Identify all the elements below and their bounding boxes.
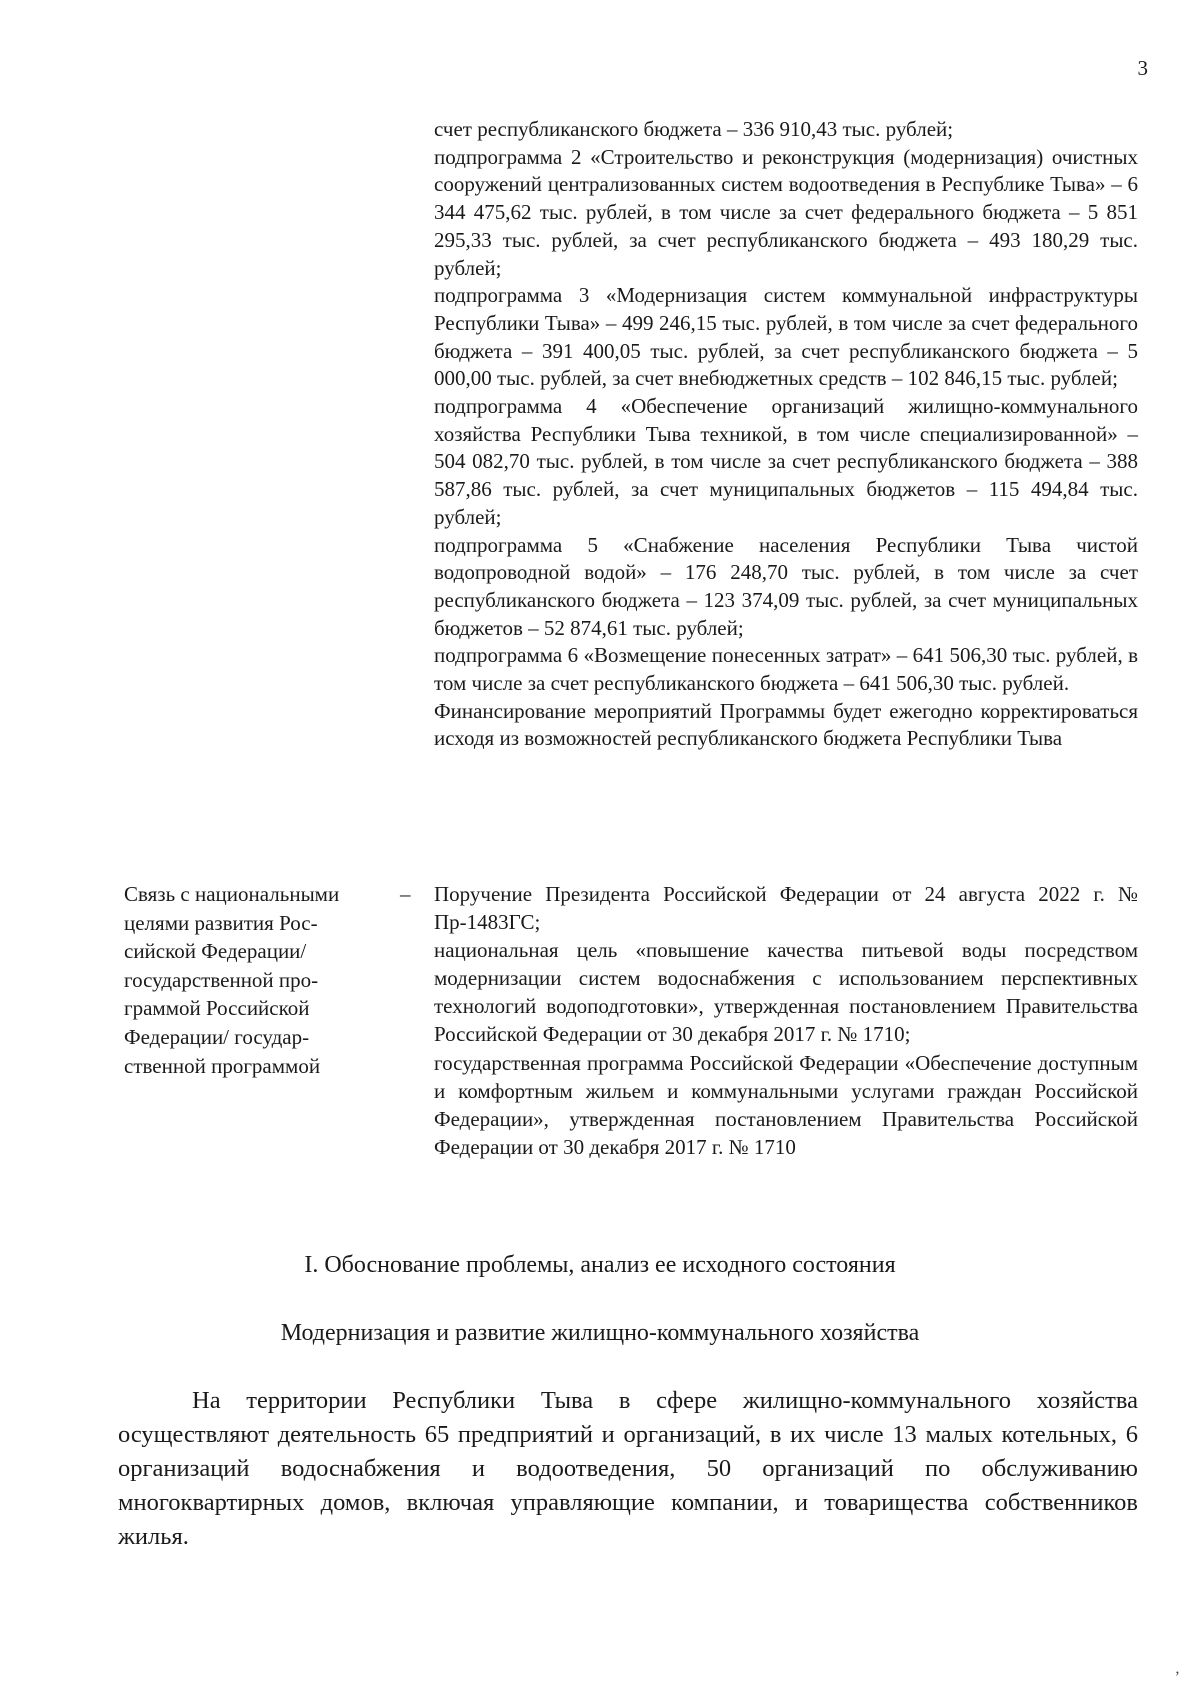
subprogram-6-funding: подпрограмма 6 «Возмещение понесенных затрат» – 641 506,30 тыс. рублей, в том числе за счет республиканского бюджета – 641 506,30 тыс. рублей. xyxy=(434,643,1138,696)
subprogram-2-funding: подпрограмма 2 «Строительство и реконструкция (модернизация) очистных сооружений централизованных систем водоотведения в Республике Тыва» – 6 344 475,62 тыс. рублей, в том числе за счет федерального бюджета – 5 851 295,33 тыс. рублей, за счет республиканского бюджета – 493 180,29 тыс. рублей; xyxy=(434,144,1138,280)
subsection-heading: Модернизация и развитие жилищно-коммунального хозяйства xyxy=(280,1320,920,1346)
scan-mark: ʼ xyxy=(1174,1669,1180,1686)
funding-line: счет республиканского бюджета – 336 910,43 тыс. рублей; xyxy=(434,117,954,141)
page-number: 3 xyxy=(1137,56,1148,80)
subprogram-5-funding: подпрограмма 5 «Снабжение населения Республики Тыва чистой водопроводной водой» – 176 248,70 тыс. рублей, в том числе за счет республиканского бюджета – 123 374,09 тыс. рублей, за счет муниципальных бюджетов – 52 874,61 тыс. рублей; xyxy=(434,532,1138,640)
national-goals-label: Связь с национальными целями развития Рос- сийской Федерации/ государственной про- граммой Российской Федерации/ государ- ственной программой xyxy=(124,882,340,1078)
financing-note: Финансирование мероприятий Программы будет ежегодно корректироваться исходя из возможностей республиканского бюджета Республики Тыва xyxy=(434,698,1138,751)
body-paragraph: На территории Республики Тыва в сфере жилищно-коммунального хозяйства осуществляют деятельность 65 предприятий и организаций, в их числе 13 малых котельных, 6 организаций водоснабжения и водоотведения, 50 организаций по обслуживанию многоквартирных домов, включая управляющие компании, и товарищества собственников жилья. xyxy=(118,1387,1138,1550)
national-goal: национальная цель «повышение качества питьевой воды посредством модернизации систем водоснабжения с использованием перспективных технологий водоподготовки», утвержденная постановлением Правительства Российской Федерации от 30 декабря 2017 г. № 1710; xyxy=(434,938,1138,1047)
subprogram-4-funding: подпрограмма 4 «Обеспечение организаций жилищно-коммунального хозяйства Республики Тыва техникой, в том числе специализированной» – 504 082,70 тыс. рублей, в том числе за счет республиканского бюджета – 388 587,86 тыс. рублей, за счет муниципальных бюджетов – 115 494,84 тыс. рублей; xyxy=(434,394,1138,529)
funding-details xyxy=(434,116,1138,753)
row-dash: – xyxy=(400,882,411,906)
section-heading: I. Обоснование проблемы, анализ ее исходного состояния xyxy=(304,1252,896,1278)
national-goals-value xyxy=(434,880,1138,1161)
subprogram-3-funding: подпрограмма 3 «Модернизация систем коммунальной инфраструктуры Республики Тыва» – 499 246,15 тыс. рублей, в том числе за счет федерального бюджета – 391 400,05 тыс. рублей, за счет республиканского бюджета – 5 000,00 тыс. рублей, за счет внебюджетных средств – 102 846,15 тыс. рублей; xyxy=(434,283,1138,391)
presidential-order: Поручение Президента Российской Федерации от 24 августа 2022 г. № Пр-1483ГС; xyxy=(434,882,1138,935)
state-program: государственная программа Российской Федерации «Обеспечение доступным и комфортным жильем и коммунальными услугами граждан Российской Федерации», утвержденная постановлением Правительства Российской Федерации от 30 декабря 2017 г. № 1710 xyxy=(434,1050,1138,1159)
